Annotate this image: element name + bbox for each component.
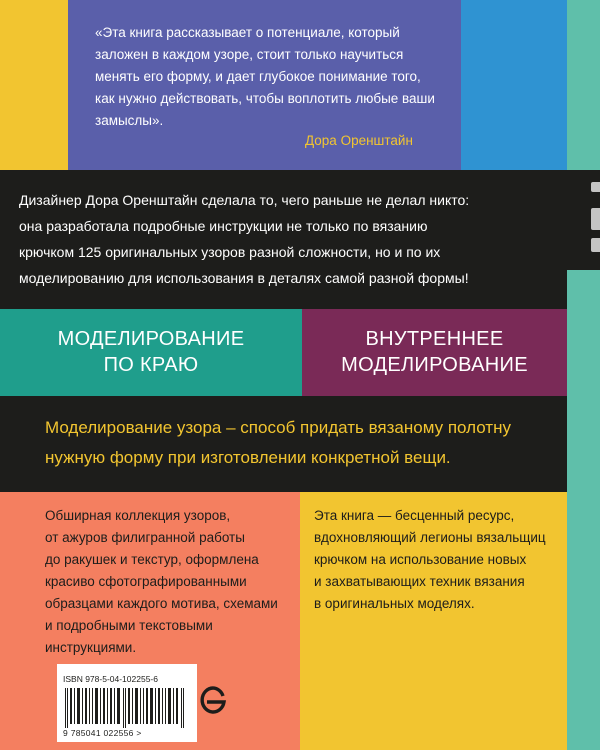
collection-line: и подробными текстовыми bbox=[45, 618, 213, 633]
resource-line: в оригинальных моделях. bbox=[314, 596, 475, 611]
quote-line: замыслы». bbox=[95, 113, 164, 128]
definition-line: нужную форму при изготовлении конкретной вещи. bbox=[45, 448, 451, 467]
quote-line: «Эта книга рассказывает о потенциале, который bbox=[95, 25, 400, 40]
collection-line: инструкциями. bbox=[45, 640, 137, 655]
publisher-logo-icon bbox=[200, 685, 226, 715]
collection-line: Обширная коллекция узоров, bbox=[45, 508, 231, 523]
collection-line: красиво сфотографированными bbox=[45, 574, 247, 589]
quote-line: как нужно действовать, чтобы воплотить любые ваши bbox=[95, 91, 435, 106]
barcode-number: 9 785041 022556 > bbox=[63, 728, 142, 738]
quote-block bbox=[68, 0, 461, 170]
spine-edge-teal bbox=[567, 0, 600, 750]
isbn-text: ISBN 978-5-04-102255-6 bbox=[63, 674, 158, 684]
collection-line: от ажуров филигранной работы bbox=[45, 530, 245, 545]
technique-edge-line: ПО КРАЮ bbox=[103, 354, 199, 376]
quote-line: менять его форму, и дает глубокое понимание того, bbox=[95, 69, 421, 84]
spine-mark bbox=[591, 182, 600, 192]
resource-block bbox=[300, 492, 567, 750]
spine-mark bbox=[591, 208, 600, 230]
technique-inner-line: МОДЕЛИРОВАНИЕ bbox=[341, 354, 528, 376]
color-block-yellow bbox=[0, 0, 68, 170]
resource-line: и захватывающих техник вязания bbox=[314, 574, 525, 589]
intro-line: она разработала подробные инструкции не только по вязанию bbox=[19, 218, 428, 234]
intro-line: Дизайнер Дора Оренштайн сделала то, чего раньше не делал никто: bbox=[19, 192, 470, 208]
resource-line: вдохновляющий легионы вязальщиц bbox=[314, 530, 546, 545]
resource-line: крючком на использование новых bbox=[314, 552, 527, 567]
technique-edge-shaping bbox=[0, 309, 302, 396]
definition-line: Моделирование узора – способ придать вязаному полотну bbox=[45, 418, 511, 437]
quote-author: Дора Оренштайн bbox=[305, 133, 413, 148]
collection-line: до ракушек и текстур, оформлена bbox=[45, 552, 259, 567]
technique-inner-line: ВНУТРЕННЕЕ bbox=[365, 328, 504, 350]
intro-line: моделированию для использования в деталях самой разной формы! bbox=[19, 270, 469, 286]
color-block-blue bbox=[461, 0, 567, 170]
spine-mark bbox=[591, 238, 600, 252]
technique-inner-shaping bbox=[302, 309, 567, 396]
technique-edge-line: МОДЕЛИРОВАНИЕ bbox=[57, 328, 245, 350]
barcode bbox=[57, 664, 197, 742]
intro-line: крючком 125 оригинальных узоров разной сложности, но и по их bbox=[19, 244, 441, 260]
collection-line: образцами каждого мотива, схемами bbox=[45, 596, 278, 611]
quote-line: заложен в каждом узоре, стоит только научиться bbox=[95, 47, 404, 62]
definition-block bbox=[0, 396, 567, 492]
barcode-bars bbox=[63, 688, 191, 728]
resource-line: Эта книга — бесценный ресурс, bbox=[314, 508, 515, 523]
intro-block bbox=[0, 170, 567, 309]
